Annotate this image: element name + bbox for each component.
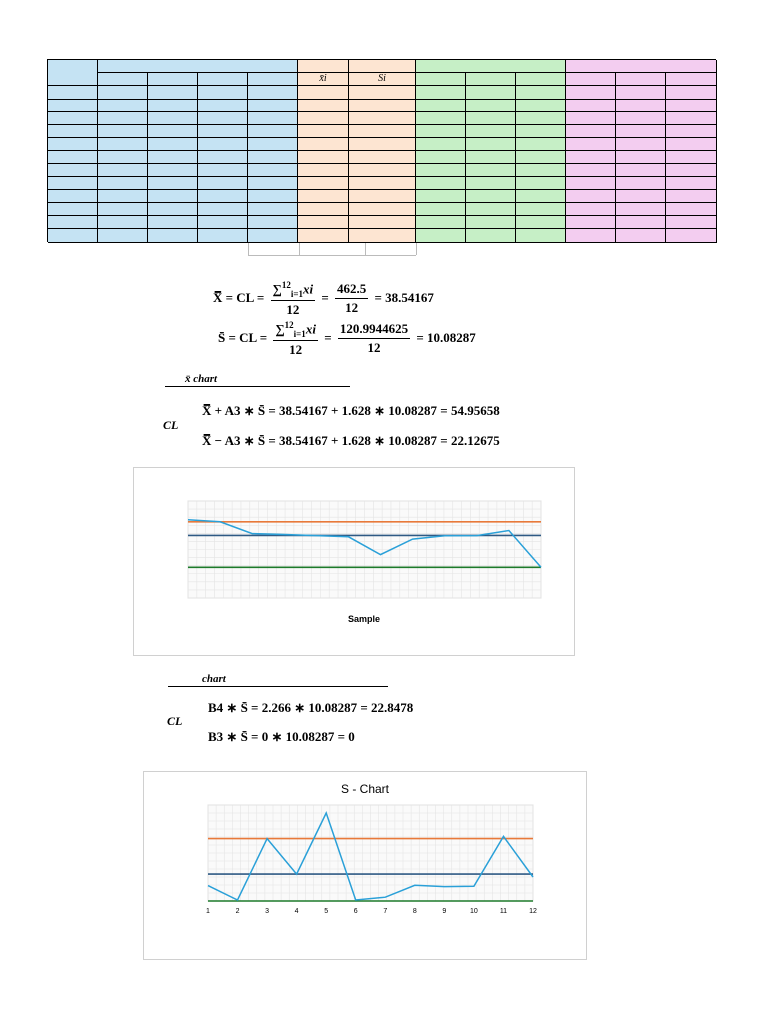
table-subheader-cell xyxy=(616,73,666,86)
table-cell xyxy=(48,203,98,216)
table-cell xyxy=(666,100,717,112)
s-section-title: chart xyxy=(202,673,226,685)
table-group-header xyxy=(98,60,298,73)
table-cell xyxy=(98,177,148,190)
table-cell xyxy=(666,164,717,177)
table-cell xyxy=(616,86,666,100)
table-cell xyxy=(298,112,349,125)
table-cell xyxy=(148,112,198,125)
table-cell xyxy=(198,216,248,229)
table-cell xyxy=(248,164,298,177)
table-cell xyxy=(349,177,416,190)
table-cell xyxy=(48,86,98,100)
xbar-formula: X̿ = CL = $\frac{\sum^{12}_{i=1}xi}{12}$ = $\frac{462.5}{12}$ = 38.54167 xyxy=(213,280,434,317)
table-cell xyxy=(298,164,349,177)
table-cell xyxy=(298,100,349,112)
gridlines xyxy=(208,805,533,901)
table-subheader-cell xyxy=(416,73,466,86)
table-cell xyxy=(516,229,566,243)
table-cell xyxy=(666,112,717,125)
table-cell xyxy=(198,177,248,190)
table-cell xyxy=(349,125,416,138)
s-section-underline xyxy=(168,676,388,687)
table-cell xyxy=(466,112,516,125)
x-tick-label: 6 xyxy=(353,908,358,915)
table-cell xyxy=(298,177,349,190)
table-cell xyxy=(516,112,566,125)
table-cell xyxy=(666,177,717,190)
table-cell xyxy=(349,216,416,229)
table-cell xyxy=(198,112,248,125)
table-cell xyxy=(98,138,148,151)
table-cell xyxy=(666,203,717,216)
table-cell xyxy=(616,125,666,138)
table-subheader-cell xyxy=(666,73,717,86)
xbar-ucl-formula: X̿ + A3 ∗ S̄ = 38.54167 + 1.628 ∗ 10.08287 = 54.95658 xyxy=(202,403,500,418)
table-cell xyxy=(349,112,416,125)
table-cell xyxy=(466,86,516,100)
table-subheader-cell xyxy=(198,73,248,86)
sbar-fraction-sum: $\frac{\sum^{12}_{i=1}xi}{12}$ xyxy=(275,320,316,357)
table-cell xyxy=(416,100,466,112)
table-cell xyxy=(466,138,516,151)
table-cell xyxy=(416,216,466,229)
table-subheader-cell xyxy=(148,73,198,86)
table-cell xyxy=(198,164,248,177)
table-cell xyxy=(198,229,248,243)
table-cell xyxy=(416,203,466,216)
table-cell xyxy=(198,203,248,216)
sbar-formula-left: S̄ = CL = xyxy=(218,329,268,345)
x-tick-label: 1 xyxy=(206,908,210,915)
table-cell xyxy=(248,177,298,190)
table-cell xyxy=(298,229,349,243)
s-ucl-formula: B4 ∗ S̄ = 2.266 ∗ 10.08287 = 22.8478 xyxy=(208,700,414,715)
table-cell xyxy=(48,138,98,151)
table-cell xyxy=(566,229,616,243)
table-cell xyxy=(48,112,98,125)
x-tick-label: 12 xyxy=(529,908,537,915)
sbar-result: = 10.08287 xyxy=(416,329,476,345)
table-group-header xyxy=(298,60,349,73)
table-cell xyxy=(516,216,566,229)
table-cell xyxy=(198,151,248,164)
table-cell xyxy=(198,125,248,138)
gridlines xyxy=(188,501,541,598)
table-cell xyxy=(566,112,616,125)
table-cell xyxy=(148,229,198,243)
table-cell xyxy=(666,229,717,243)
table-cell xyxy=(248,138,298,151)
table-cell xyxy=(48,100,98,112)
table-cell xyxy=(298,190,349,203)
xbar-lcl-formula: X̿ − A3 ∗ S̄ = 38.54167 + 1.628 ∗ 10.08287 = 22.12675 xyxy=(202,433,500,448)
header-xi: x̄i xyxy=(319,73,327,84)
xbar-result: = 38.54167 xyxy=(374,289,434,305)
table-cell xyxy=(466,229,516,243)
table-cell xyxy=(349,86,416,100)
table-cell xyxy=(566,203,616,216)
x-tick-label: 10 xyxy=(470,908,478,915)
s-chart xyxy=(144,772,586,959)
table-cell xyxy=(466,151,516,164)
table-cell xyxy=(416,112,466,125)
table-cell xyxy=(566,86,616,100)
table-cell xyxy=(349,151,416,164)
table-cell xyxy=(98,190,148,203)
table-cell xyxy=(516,100,566,112)
table-cell xyxy=(516,190,566,203)
x-tick-label: 7 xyxy=(383,908,388,915)
xbar-fraction-sum: $\frac{\sum^{12}_{i=1}xi}{12}$ xyxy=(272,280,314,317)
table-summary-cell xyxy=(249,243,300,255)
table-cell xyxy=(248,125,298,138)
table-cell xyxy=(566,177,616,190)
table-cell xyxy=(248,86,298,100)
x-tick-label: 9 xyxy=(442,908,447,915)
xbar-chart xyxy=(134,468,574,655)
table-group-header xyxy=(349,60,416,73)
table-cell xyxy=(416,164,466,177)
table-cell xyxy=(248,112,298,125)
table-cell xyxy=(416,177,466,190)
s-lcl-formula: B3 ∗ S̄ = 0 ∗ 10.08287 = 0 xyxy=(208,729,355,744)
table-cell xyxy=(616,216,666,229)
table-cell xyxy=(298,86,349,100)
table-cell xyxy=(349,164,416,177)
table-cell xyxy=(566,151,616,164)
table-cell xyxy=(148,190,198,203)
x-tick-label: 4 xyxy=(294,908,299,915)
table-subheader-cell xyxy=(349,73,416,86)
xbar-chart-box xyxy=(133,467,575,656)
table-cell xyxy=(48,177,98,190)
table-cell xyxy=(466,190,516,203)
chart-title: S - Chart xyxy=(340,782,390,796)
table-cell xyxy=(48,216,98,229)
table-summary-cell xyxy=(300,243,366,255)
table-cell xyxy=(566,100,616,112)
table-cell xyxy=(98,100,148,112)
table-cell xyxy=(48,190,98,203)
x-tick-label: 2 xyxy=(235,908,240,915)
table-cell xyxy=(566,125,616,138)
sbar-fraction-value: $\frac{120.9944625}{12}$ xyxy=(339,321,409,356)
table-cell xyxy=(566,216,616,229)
table-cell xyxy=(416,229,466,243)
s-cl-label: CL xyxy=(167,714,183,728)
table-cell xyxy=(48,164,98,177)
table-cell xyxy=(98,112,148,125)
table-cell xyxy=(349,203,416,216)
table-subheader-cell xyxy=(466,73,516,86)
table-cell xyxy=(466,177,516,190)
table-subheader-cell xyxy=(566,73,616,86)
table-cell xyxy=(298,125,349,138)
table-cell xyxy=(666,138,717,151)
table-summary-cell xyxy=(366,243,417,255)
table-cell xyxy=(298,203,349,216)
table-cell xyxy=(98,125,148,138)
x-tick-label: 8 xyxy=(412,908,417,915)
s-chart-box xyxy=(143,771,587,960)
table-cell xyxy=(298,151,349,164)
table-cell xyxy=(248,151,298,164)
table-cell xyxy=(616,190,666,203)
table-cell xyxy=(148,216,198,229)
table-subheader-cell xyxy=(516,73,566,86)
table-cell xyxy=(148,86,198,100)
table-cell xyxy=(48,229,98,243)
table-cell xyxy=(666,86,717,100)
table-cell xyxy=(516,138,566,151)
table-cell xyxy=(616,164,666,177)
table-cell xyxy=(416,86,466,100)
table-cell xyxy=(666,151,717,164)
table-group-header xyxy=(416,60,566,73)
x-tick-label: 3 xyxy=(265,908,270,915)
header-si: Si xyxy=(378,73,386,84)
table-cell xyxy=(248,100,298,112)
table-group-header xyxy=(566,60,717,73)
table-cell xyxy=(516,125,566,138)
table-cell xyxy=(466,100,516,112)
table-cell xyxy=(516,86,566,100)
table-cell xyxy=(98,216,148,229)
table-cell xyxy=(516,203,566,216)
table-cell xyxy=(416,125,466,138)
x-axis-label: Sample xyxy=(347,614,381,624)
table-cell xyxy=(98,151,148,164)
table-cell xyxy=(148,138,198,151)
table-cell xyxy=(198,190,248,203)
table-cell xyxy=(98,229,148,243)
table-cell xyxy=(248,216,298,229)
table-header-cell xyxy=(48,60,98,86)
table-cell xyxy=(616,138,666,151)
table-cell xyxy=(198,138,248,151)
xbar-cl-label: CL xyxy=(163,418,179,432)
table-cell xyxy=(148,151,198,164)
table-cell xyxy=(466,216,516,229)
table-cell xyxy=(298,216,349,229)
table-cell xyxy=(466,164,516,177)
table-cell xyxy=(516,177,566,190)
xbar-formula-left: X̿ = CL = xyxy=(213,289,265,305)
table-cell xyxy=(666,216,717,229)
table-cell xyxy=(198,100,248,112)
table-cell xyxy=(148,203,198,216)
table-cell xyxy=(349,138,416,151)
table-cell xyxy=(98,203,148,216)
table-cell xyxy=(48,125,98,138)
table-cell xyxy=(349,229,416,243)
table-cell xyxy=(566,190,616,203)
table-cell xyxy=(416,151,466,164)
table-cell xyxy=(248,229,298,243)
table-cell xyxy=(566,164,616,177)
table-cell xyxy=(466,125,516,138)
table-cell xyxy=(48,151,98,164)
table-cell xyxy=(298,138,349,151)
data-table xyxy=(47,59,716,242)
table-cell xyxy=(98,164,148,177)
table-cell xyxy=(148,177,198,190)
table-cell xyxy=(148,100,198,112)
table-cell xyxy=(198,86,248,100)
table-cell xyxy=(666,190,717,203)
table-cell xyxy=(248,203,298,216)
table-cell xyxy=(516,164,566,177)
table-cell xyxy=(98,86,148,100)
table-cell xyxy=(616,177,666,190)
table-subheader-cell xyxy=(248,73,298,86)
table-cell xyxy=(349,190,416,203)
table-cell xyxy=(148,125,198,138)
table-subheader-cell xyxy=(98,73,148,86)
table-cell xyxy=(349,100,416,112)
table-cell xyxy=(466,203,516,216)
table-summary-row xyxy=(248,243,416,256)
table-subheader-cell xyxy=(298,73,349,86)
table-cell xyxy=(516,151,566,164)
table-cell xyxy=(416,138,466,151)
sbar-formula: S̄ = CL = $\frac{\sum^{12}_{i=1}xi}{12}$ = $\frac{120.9944625}{12}$ = 10.08287 xyxy=(218,320,476,357)
xbar-section-title: x̄ chart xyxy=(185,373,218,385)
table-cell xyxy=(148,164,198,177)
x-tick-label: 11 xyxy=(499,908,508,915)
table-cell xyxy=(616,229,666,243)
x-tick-label: 5 xyxy=(324,908,329,915)
table-cell xyxy=(416,190,466,203)
table-cell xyxy=(666,125,717,138)
table-cell xyxy=(248,190,298,203)
table-cell xyxy=(616,112,666,125)
table-cell xyxy=(616,203,666,216)
xbar-fraction-value: $\frac{462.5}{12}$ xyxy=(337,281,367,316)
table-cell xyxy=(616,151,666,164)
table-cell xyxy=(566,138,616,151)
table-cell xyxy=(616,100,666,112)
